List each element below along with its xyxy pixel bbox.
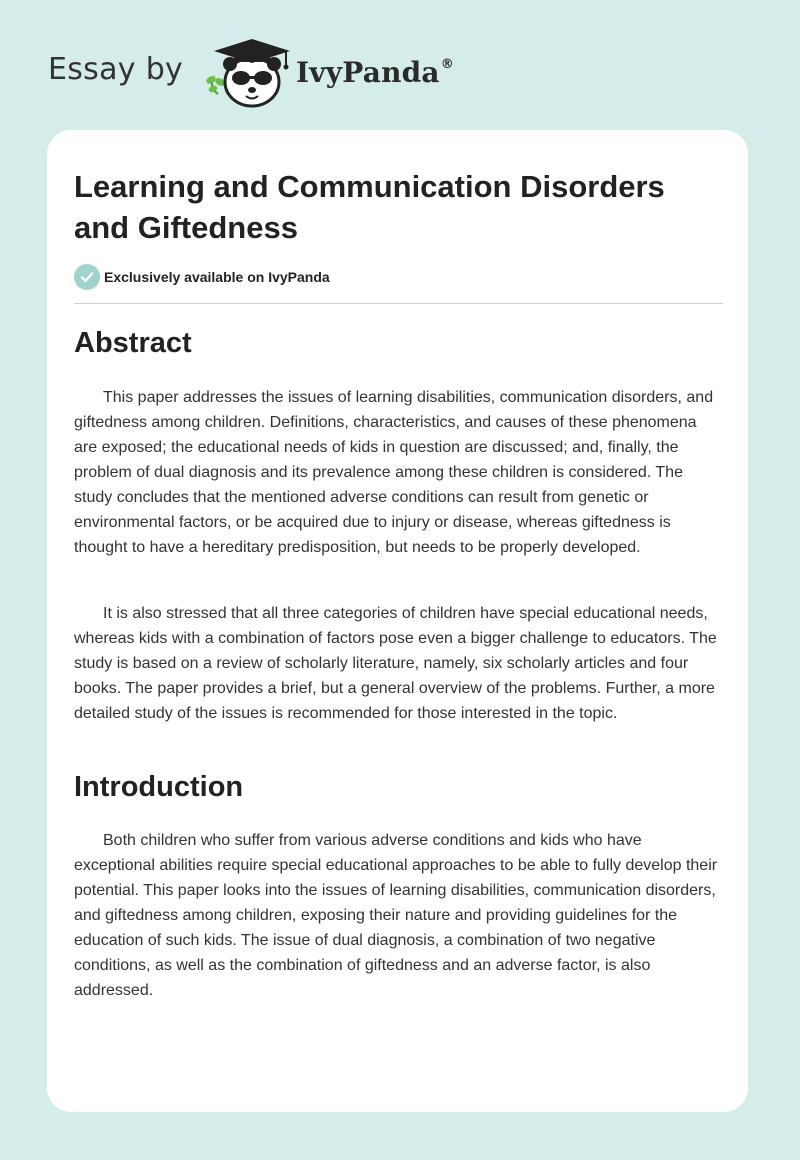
check-icon bbox=[74, 264, 100, 290]
essay-by-label: Essay by bbox=[48, 52, 184, 87]
introduction-paragraph-1: Both children who suffer from various adverse conditions and kids who have exceptional abilities require special educational approaches to be able to fully develop their potential. This paper looks into the issues of learning disabilities, communication disorders, and giftedness among children, exposing their nature and providing guidelines for the education of such kids. The issue of dual diagnosis, a combination of two negative conditions, as well as the combination of giftedness and an adverse factor, is also addressed. bbox=[74, 832, 718, 999]
page-title: Learning and Communication Disorders and Giftedness bbox=[74, 169, 665, 245]
abstract-paragraph-2: It is also stressed that all three categories of children have special educational needs, whereas kids with a combination of factors pose even a bigger challenge to educators. The study is based on a review of scholarly literature, namely, six scholarly articles and four books. The paper provides a brief, but a general overview of the problems. Further, a more detailed study of the issues is recommended for those interested in the topic. bbox=[74, 605, 717, 722]
brand-name[interactable] bbox=[296, 56, 454, 89]
divider bbox=[74, 303, 723, 304]
panda-graduate-icon bbox=[202, 36, 294, 108]
badge-text: Exclusively available on IvyPanda bbox=[104, 269, 330, 285]
abstract-paragraph-1: This paper addresses the issues of learning disabilities, communication disorders, and giftedness among children. Definitions, characteristics, and causes of these phenomena are exposed; the educational needs of kids in question are discussed; and, finally, the problem of dual diagnosis and its prevalence among these children is considered. The study concludes that the mentioned adverse conditions can result from genetic or environmental factors, or be acquired due to injury or disease, whereas giftedness is thought to have a hereditary predisposition, but needs to be properly developed. bbox=[74, 389, 714, 556]
section-heading-abstract: Abstract bbox=[74, 327, 192, 359]
registered-mark: ® bbox=[440, 57, 454, 72]
exclusive-badge bbox=[74, 263, 330, 291]
site-header bbox=[48, 36, 468, 106]
brand-label: IvyPanda bbox=[296, 56, 440, 89]
essay-card bbox=[47, 130, 748, 1112]
section-heading-introduction: Introduction bbox=[74, 771, 244, 803]
